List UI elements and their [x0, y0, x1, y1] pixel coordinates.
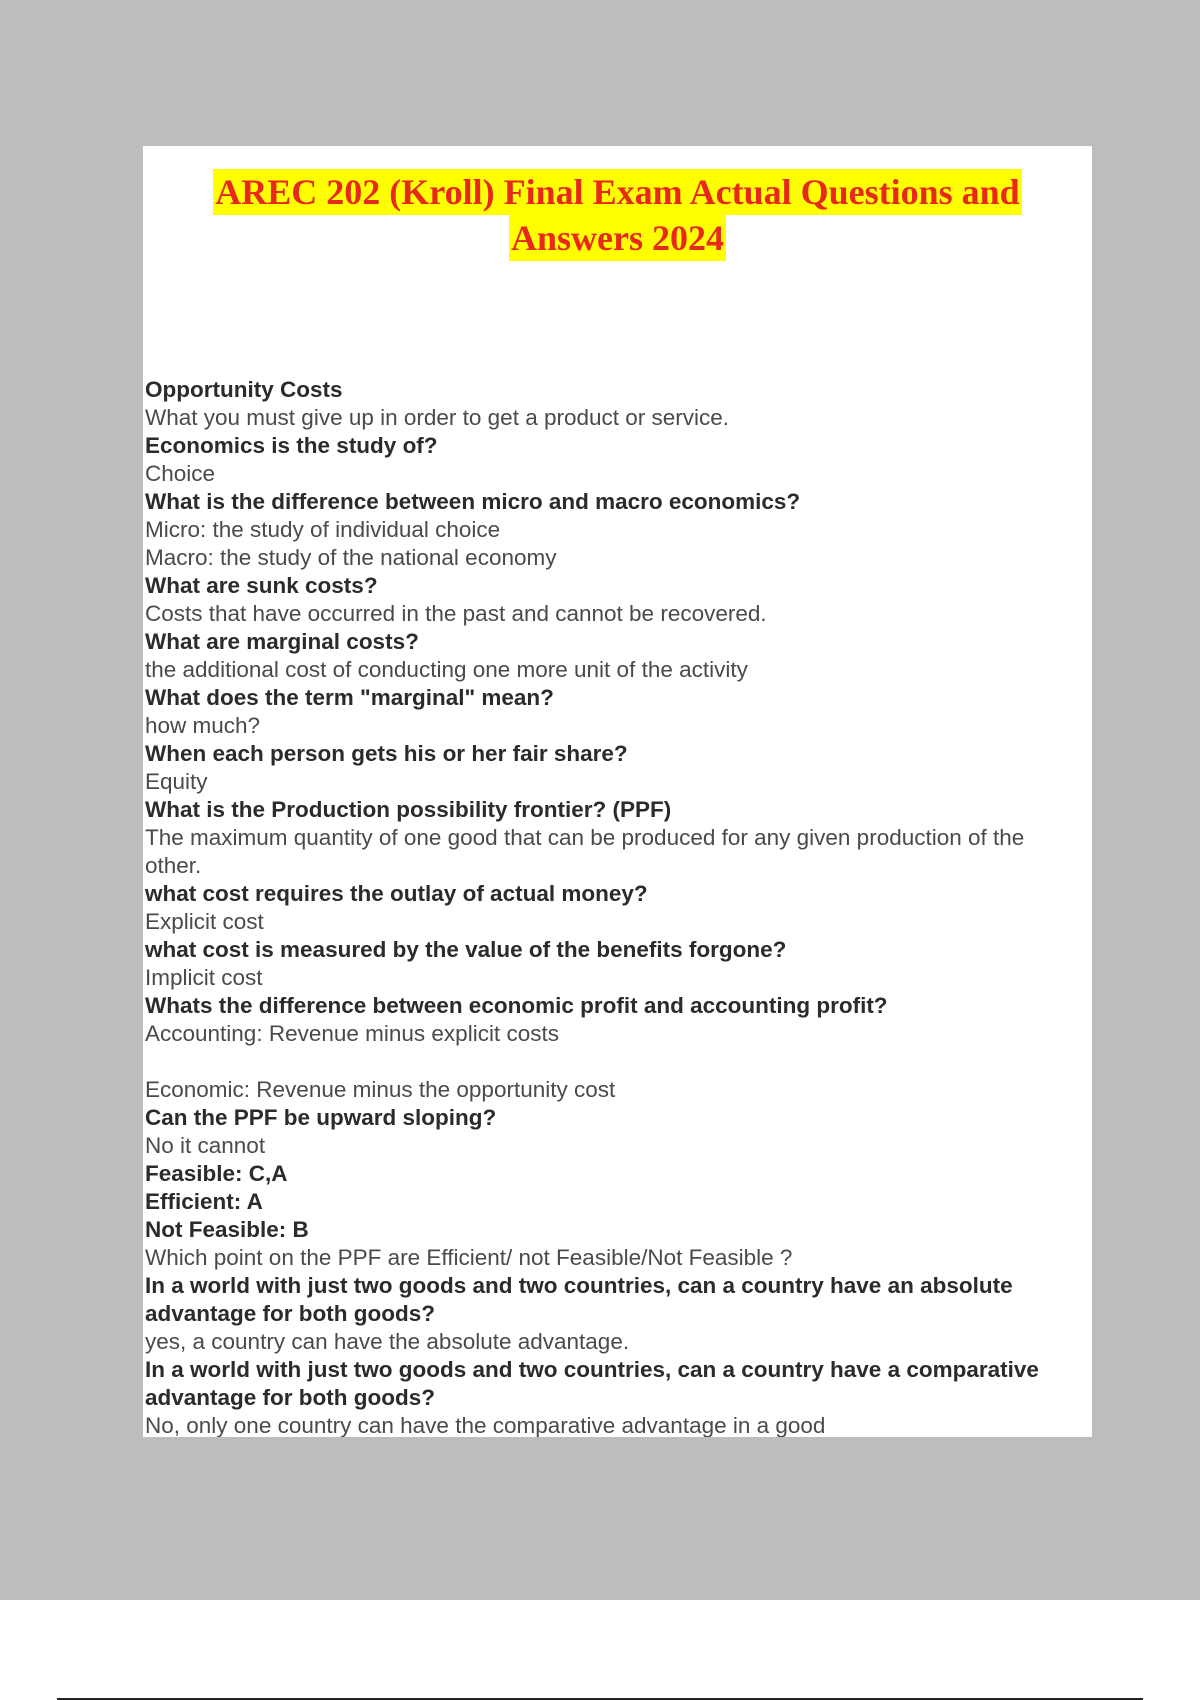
- question-text: what cost is measured by the value of the benefits forgone?: [145, 937, 787, 962]
- answer-text: Accounting: Revenue minus explicit costs: [145, 1021, 559, 1046]
- question-answer-list: [145, 376, 1085, 1437]
- question-text: what cost requires the outlay of actual money?: [145, 881, 648, 906]
- answer-text: Which point on the PPF are Efficient/ not Feasible/Not Feasible ?: [145, 1245, 793, 1270]
- question-text: When each person gets his or her fair share?: [145, 741, 628, 766]
- answer-text: yes, a country can have the absolute advantage.: [145, 1329, 630, 1354]
- question-text: Efficient: A: [145, 1189, 263, 1214]
- question-text: Not Feasible: B: [145, 1217, 309, 1242]
- question-text: What is the difference between micro and macro economics?: [145, 489, 801, 514]
- question-text: What are sunk costs?: [145, 573, 378, 598]
- question-text: What are marginal costs?: [145, 629, 419, 654]
- answer-text: Costs that have occurred in the past and cannot be recovered.: [145, 601, 767, 626]
- document-title-line-2: Answers 2024: [509, 215, 726, 261]
- document-title-line-1: AREC 202 (Kroll) Final Exam Actual Questions and: [213, 169, 1021, 215]
- answer-text: No it cannot: [145, 1133, 266, 1158]
- answer-text: No, only one country can have the comparative advantage in a good: [145, 1413, 826, 1437]
- answer-text: Choice: [145, 461, 216, 486]
- answer-text: how much?: [145, 713, 261, 738]
- question-text: Opportunity Costs: [145, 377, 343, 402]
- answer-text: Implicit cost: [145, 965, 263, 990]
- question-text: Can the PPF be upward sloping?: [145, 1105, 497, 1130]
- document-page: [143, 146, 1092, 1437]
- question-text: In a world with just two goods and two countries, can a country have a comparative advantage for both goods?: [145, 1357, 1046, 1410]
- answer-text: Economic: Revenue minus the opportunity cost: [145, 1077, 616, 1102]
- answer-text: Equity: [145, 769, 208, 794]
- answer-text: [145, 1048, 1085, 1076]
- answer-text: Macro: the study of the national economy: [145, 545, 557, 570]
- answer-text: The maximum quantity of one good that can be produced for any given production of the other.: [145, 825, 1031, 878]
- document-title: [143, 169, 1092, 261]
- answer-text: What you must give up in order to get a product or service.: [145, 405, 730, 430]
- question-text: Feasible: C,A: [145, 1161, 288, 1186]
- answer-text: Explicit cost: [145, 909, 264, 934]
- question-text: Economics is the study of?: [145, 433, 438, 458]
- question-text: What does the term "marginal" mean?: [145, 685, 554, 710]
- answer-text: Micro: the study of individual choice: [145, 517, 501, 542]
- answer-text: the additional cost of conducting one more unit of the activity: [145, 657, 748, 682]
- question-text: Whats the difference between economic profit and accounting profit?: [145, 993, 888, 1018]
- question-text: What is the Production possibility frontier? (PPF): [145, 797, 672, 822]
- question-text: In a world with just two goods and two countries, can a country have an absolute advantage for both goods?: [145, 1273, 1019, 1326]
